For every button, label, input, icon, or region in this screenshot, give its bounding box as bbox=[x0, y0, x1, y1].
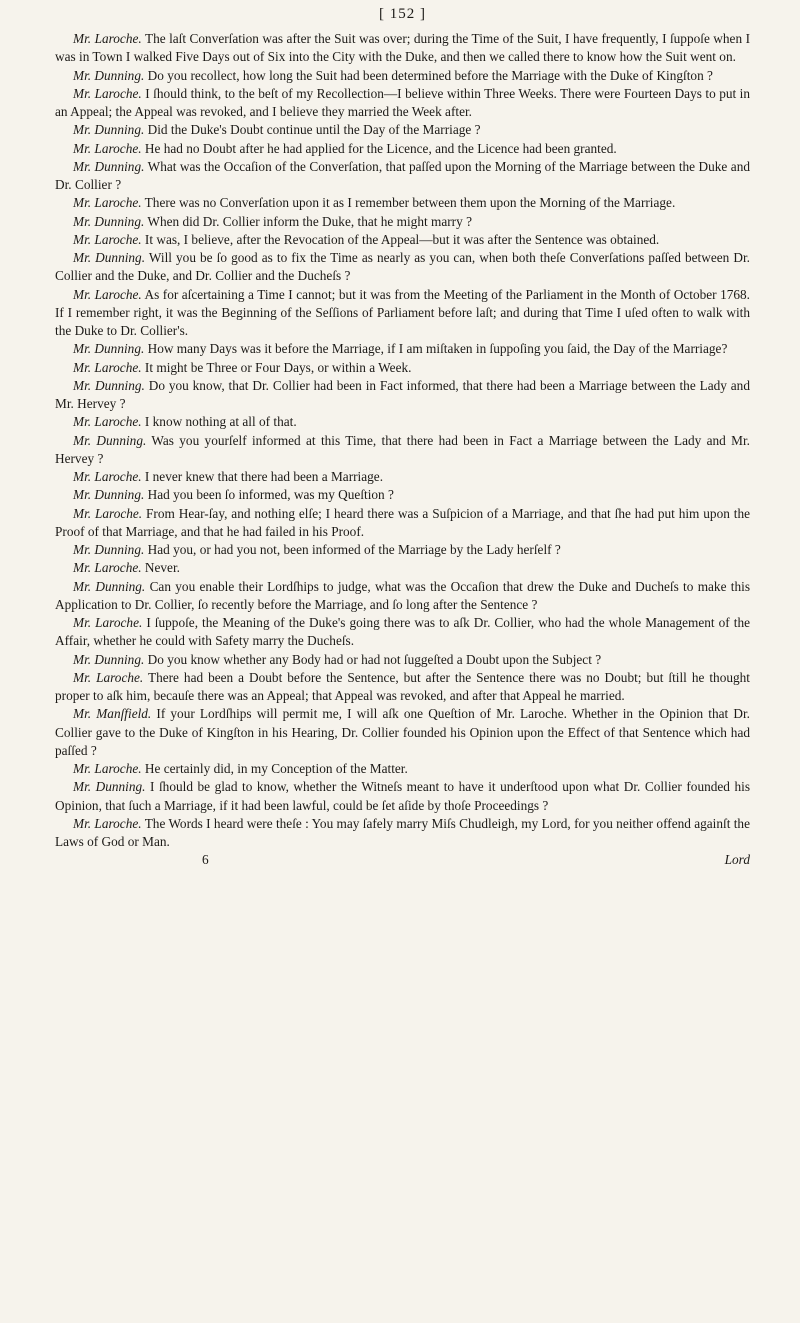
speaker-name: Mr. Dunning. bbox=[73, 377, 145, 393]
transcript-paragraph bbox=[55, 468, 750, 486]
speaker-name: Mr. Laroche. bbox=[73, 195, 142, 211]
transcript-paragraph bbox=[55, 140, 750, 158]
speaker-name: Mr. Dunning. bbox=[73, 250, 146, 265]
speech-text: Do you recollect, how long the Suit had been determined before the Marriage with the Duke of Kingſton ? bbox=[147, 67, 713, 83]
transcript-paragraph bbox=[55, 359, 750, 377]
speaker-name: Mr. Laroche. bbox=[73, 140, 142, 156]
speech-text: Do you know, that Dr. Collier had been in Fact informed, that there had been a Marriage between the Lady and Mr. Hervey ? bbox=[55, 377, 750, 411]
transcript-paragraph bbox=[55, 578, 750, 615]
speech-text: When did Dr. Collier inform the Duke, that he might marry ? bbox=[147, 213, 472, 229]
speech-text: There was no Converſation upon it as I remember between them upon the Morning of the Marriage. bbox=[144, 195, 676, 211]
speaker-name: Mr. Laroche. bbox=[73, 85, 142, 101]
catchword: Lord bbox=[724, 852, 750, 868]
transcript-paragraph bbox=[55, 249, 750, 286]
speaker-name: Mr. Dunning. bbox=[73, 578, 146, 594]
page-footer bbox=[55, 852, 750, 870]
transcript-paragraph bbox=[55, 286, 750, 341]
transcript-paragraph bbox=[55, 194, 750, 212]
transcript-paragraph bbox=[55, 432, 750, 469]
speech-text: Had you, or had you not, been informed of the Marriage by the Lady herſelf ? bbox=[147, 542, 561, 557]
transcript-paragraph bbox=[55, 541, 750, 559]
speaker-name: Mr. Dunning. bbox=[73, 122, 145, 138]
transcript-paragraph bbox=[55, 67, 750, 85]
speech-text: There had been a Doubt before the Sentence, but after the Sentence there was no Doubt; but ſtill he thought proper to aſk him, becauſe there was an Appeal; that Appeal was revoked, and after that Appeal he married. bbox=[55, 669, 750, 703]
speaker-name: Mr. Laroche. bbox=[73, 815, 142, 831]
transcript-paragraph bbox=[55, 614, 750, 651]
transcript-paragraph bbox=[55, 231, 750, 249]
transcript-paragraph bbox=[55, 213, 750, 231]
transcript-paragraph bbox=[55, 505, 750, 542]
speaker-name: Mr. Dunning. bbox=[73, 779, 146, 795]
speech-text: What was the Occaſion of the Converſation, that paſſed upon the Morning of the Marriage between the Duke and Dr. Collier ? bbox=[55, 158, 750, 192]
speaker-name: Mr. Laroche. bbox=[73, 469, 142, 484]
signature-mark: 6 bbox=[202, 852, 209, 868]
speech-text: Had you been ſo informed, was my Queſtion ? bbox=[147, 487, 394, 503]
speaker-name: Mr. Dunning. bbox=[73, 213, 145, 229]
speech-text: I ſhould think, to the beſt of my Recollection—I believe within Three Weeks. There were Fourteen Days to put in an Appeal; the Appeal was revoked, and I believe they married the Week after. bbox=[55, 85, 751, 119]
speaker-name: Mr. Dunning. bbox=[73, 341, 145, 357]
page-number: [ 152 ] bbox=[379, 6, 426, 22]
speech-text: How many Days was it before the Marriage, if I am miſtaken in ſuppoſing you ſaid, the Day of the Marriage? bbox=[147, 341, 728, 357]
speaker-name: Mr. Laroche. bbox=[73, 615, 143, 630]
speech-text: I ſhould be glad to know, whether the Witneſs meant to have it underſtood upon what Dr. Collier founded his Opinion, that ſuch a Marriage, if it had been lawful, could be ſet aſide by thoſe Proceedings ? bbox=[55, 779, 750, 813]
transcript-paragraph bbox=[55, 651, 750, 669]
speech-text: It might be Three or Four Days, or within a Week. bbox=[144, 359, 412, 375]
transcript-paragraph bbox=[55, 377, 750, 414]
speech-text: Was you yourſelf informed at this Time, that there had been in Fact a Marriage between the Lady and Mr. Hervey ? bbox=[55, 432, 750, 466]
speech-text: Can you enable their Lordſhips to judge, what was the Occaſion that drew the Duke and Ducheſs to make this Application to Dr. Collier, ſo recently before the Marriage, and ſo long after the Sentence ? bbox=[55, 578, 750, 612]
transcript-paragraph bbox=[55, 815, 750, 852]
transcript-paragraph bbox=[55, 669, 750, 706]
speech-text: He certainly did, in my Conception of the Matter. bbox=[144, 761, 408, 776]
speaker-name: Mr. Laroche. bbox=[73, 414, 142, 430]
speech-text: If your Lordſhips will permit me, I will aſk one Queſtion of Mr. Laroche. Whether in the Opinion that Dr. Collier gave to the Duke of Kingſton in his Hearing, Dr. Collier founded his Opinion upon the Effect of that Sentence which had paſſed ? bbox=[55, 706, 750, 758]
speaker-name: Mr. Dunning. bbox=[73, 67, 145, 83]
transcript-paragraph bbox=[55, 559, 750, 577]
speech-text: I never knew that there had been a Marriage. bbox=[144, 469, 384, 484]
speech-text: The laſt Converſation was after the Suit was over; during the Time of the Suit, I have frequently, I ſuppoſe when I was in Town I walked Five Days out of Six into the City with the Duke, and then we called there to know how the Suit went on. bbox=[55, 31, 750, 65]
speech-text: I ſuppoſe, the Meaning of the Duke's going there was to aſk Dr. Collier, who had the whole Management of the Affair, whether he could with Safety marry the Ducheſs. bbox=[55, 615, 751, 649]
speech-text: The Words I heard were theſe : You may ſafely marry Miſs Chudleigh, my Lord, for you neither offend againſt the Laws of God or Man. bbox=[55, 815, 750, 849]
speech-text: Did the Duke's Doubt continue until the Day of the Marriage ? bbox=[147, 122, 481, 138]
transcript-paragraph bbox=[55, 705, 750, 760]
transcript-paragraph bbox=[55, 30, 750, 67]
speaker-name: Mr. Laroche. bbox=[73, 286, 142, 302]
speech-text: He had no Doubt after he had applied for the Licence, and the Licence had been granted. bbox=[144, 140, 617, 156]
speaker-name: Mr. Laroche. bbox=[73, 231, 142, 247]
speaker-name: Mr. Laroche. bbox=[73, 761, 142, 776]
transcript-paragraph bbox=[55, 121, 750, 139]
transcript-paragraph bbox=[55, 158, 750, 195]
transcript-paragraph bbox=[55, 85, 750, 122]
speech-text: I know nothing at all of that. bbox=[144, 414, 297, 430]
speaker-name: Mr. Dunning. bbox=[73, 542, 145, 557]
speech-text: Never. bbox=[144, 560, 180, 576]
transcript-paragraph bbox=[55, 778, 750, 815]
speaker-name: Mr. Manſfield. bbox=[73, 706, 152, 722]
transcript-paragraph bbox=[55, 486, 750, 504]
speaker-name: Mr. Dunning. bbox=[73, 487, 145, 503]
speech-text: Do you know whether any Body had or had not ſuggeſted a Doubt upon the Subject ? bbox=[147, 651, 602, 667]
transcript-body bbox=[55, 30, 750, 851]
transcript-paragraph bbox=[55, 413, 750, 431]
speaker-name: Mr. Laroche. bbox=[73, 669, 144, 685]
speech-text: From Hear-ſay, and nothing elſe; I heard there was a Suſpicion of a Marriage, and that ſhe had put him upon the Proof of that Marriage, and that he had failed in his Proof. bbox=[55, 505, 751, 539]
speaker-name: Mr. Laroche. bbox=[73, 505, 143, 521]
speaker-name: Mr. Laroche. bbox=[73, 31, 142, 46]
speech-text: It was, I believe, after the Revocation of the Appeal—but it was after the Sentence was obtained. bbox=[144, 231, 660, 247]
transcript-paragraph bbox=[55, 760, 750, 778]
speaker-name: Mr. Dunning. bbox=[73, 158, 145, 174]
speech-text: As for aſcertaining a Time I cannot; but it was from the Meeting of the Parliament in the Month of October 1768. If I remember right, it was the Beginning of the Seſſions of Parliament before laſt; and during that Time I uſed often to walk with the Duke to Dr. Collier's. bbox=[55, 286, 750, 338]
speech-text: Will you be ſo good as to fix the Time as nearly as you can, when both theſe Converſations paſſed between Dr. Collier and the Duke, and Dr. Collier and the Ducheſs ? bbox=[55, 250, 750, 284]
speaker-name: Mr. Laroche. bbox=[73, 359, 142, 375]
speaker-name: Mr. Dunning. bbox=[73, 651, 145, 667]
speaker-name: Mr. Laroche. bbox=[73, 560, 142, 576]
speaker-name: Mr. Dunning. bbox=[73, 432, 147, 448]
transcript-paragraph bbox=[55, 340, 750, 358]
